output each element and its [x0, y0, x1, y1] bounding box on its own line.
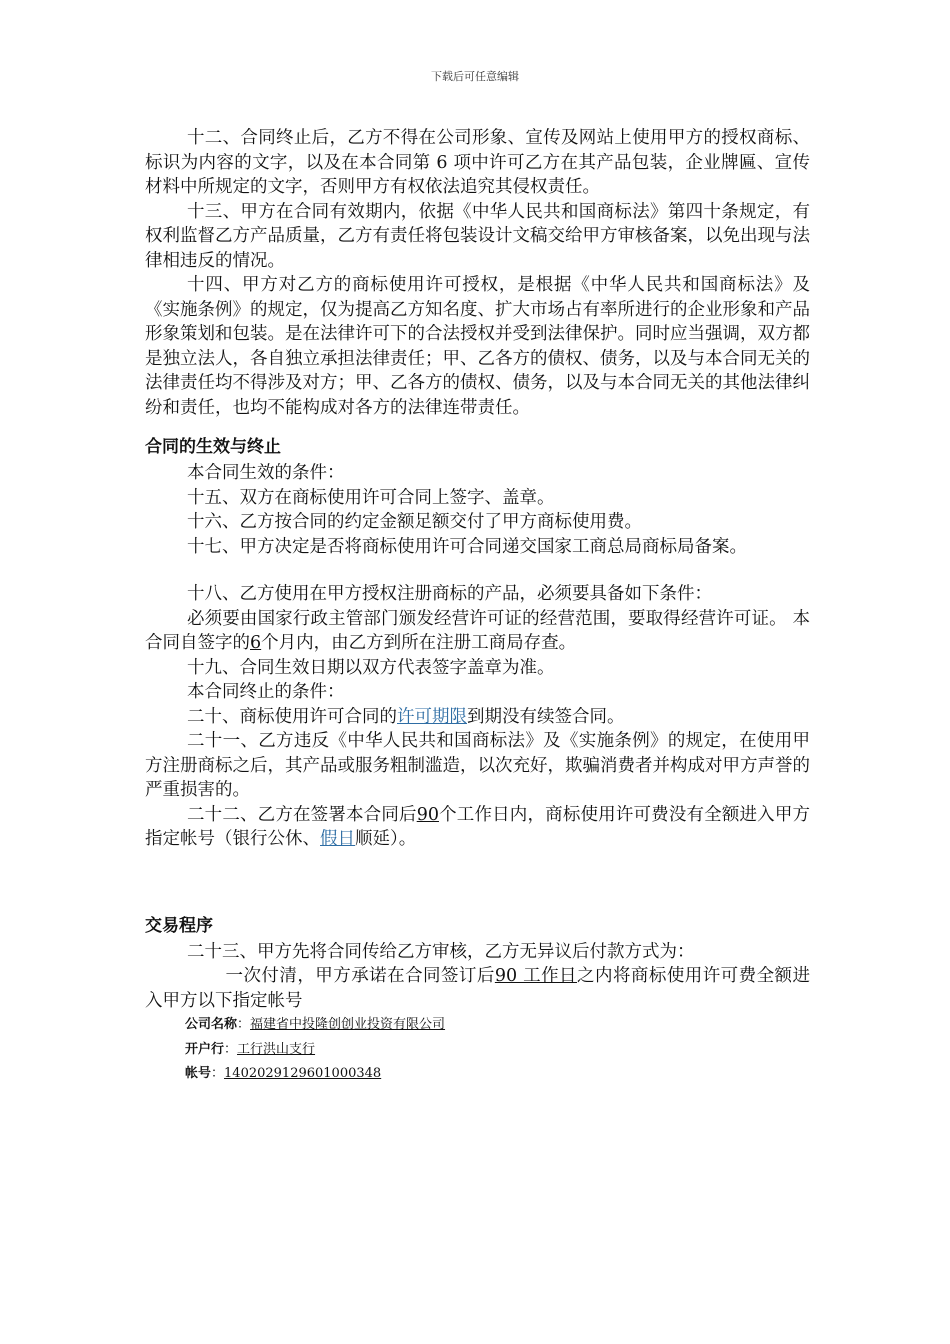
section-heading-trade: 交易程序 [145, 915, 213, 936]
clause-23: 二十三、甲方先将合同传给乙方审核，乙方无异议后付款方式为： [187, 941, 695, 962]
clause-19: 十九、合同生效日期以双方代表签字盖章为准。 [187, 657, 555, 678]
clause-22-c: 顺延）。 [355, 829, 417, 849]
clause-22-b: 个工作日内，商标使用许可费没有全额进入甲方指定帐号（银行公休、 [145, 804, 810, 849]
account-bank-sep: ： [224, 1041, 238, 1057]
account-company-value: 福建省中投隆创创业投资有限公司 [250, 1017, 446, 1032]
clause-20-a: 二十、商标使用许可合同的 [187, 706, 397, 727]
account-company-sep: ： [237, 1017, 251, 1032]
clause-21: 二十一、乙方违反《中华人民共和国商标法》及《实施条例》的规定，在使用甲方注册商标之后，其产品或服务粗制滥造，以次充好，欺骗消费者并构成对甲方声誉的严重损害的。 [145, 731, 810, 800]
clause-14: 十四、甲方对乙方的商标使用许可授权，是根据《中华人民共和国商标法》及《实施条例》的规定，仅为提高乙方知名度、扩大市场占有率所进行的企业形象和产品形象策划和包装。是在法律许可下的合法授权并受到法律保护。同时应当强调，双方都是独立法人，各自独立承担法律责任；甲、乙各方的债权、债务，以及与本合同无关的法律责任均不得涉及对方；甲、乙各方的债权、债务，以及与本合同无关的其他法律纠纷和责任，也均不能构成对各方的法律连带责任。 [145, 275, 810, 418]
clause-18-detail-b: 个月内，由乙方到所在注册工商局存查。 [261, 633, 577, 653]
section-heading-effect: 合同的生效与终止 [145, 437, 281, 457]
clause-18-months: 6 [250, 633, 262, 653]
account-bank-row [145, 1038, 810, 1063]
license-term-link[interactable]: 许可期限 [397, 706, 467, 727]
payment-terms-b: 之内将商标使用许可费全额进入甲方以下指定帐号 [145, 966, 811, 1011]
clause-12: 十二、合同终止后，乙方不得在公司形象、宣传及网站上使用甲方的授权商标、标识为内容的文字，以及在本合同第 6 项中许可乙方在其产品包装，企业牌匾、宣传材料中所规定的文字，否则甲方有权依法追究其侵权责任。 [145, 128, 810, 197]
account-company-row [145, 1013, 810, 1038]
clause-20-b: 到期没有续签合同。 [467, 706, 625, 727]
payment-terms [145, 964, 810, 1013]
clause-22-a: 二十二、乙方在签署本合同后 [187, 804, 417, 825]
account-bank-label: 开户行 [185, 1041, 225, 1057]
clause-16: 十六、乙方按合同的约定金额足额交付了甲方商标使用费。 [187, 512, 642, 532]
account-bank-value: 工行洪山支行 [237, 1041, 316, 1057]
clause-15: 十五、双方在商标使用许可合同上签字、盖章。 [187, 487, 555, 508]
payment-terms-a: 一次付清，甲方承诺在合同签订后 [225, 966, 495, 986]
clause-13: 十三、甲方在合同有效期内，依据《中华人民共和国商标法》第四十条规定，有权利监督乙方产品质量，乙方有责任将包装设计文稿交给甲方审核备案，以免出现与法律相违反的情况。 [145, 201, 810, 271]
account-number-sep: ： [211, 1066, 225, 1081]
account-number-value: 1402029129601000348 [224, 1066, 382, 1081]
contract-body [145, 126, 810, 1087]
account-company-label: 公司名称 [185, 1017, 238, 1032]
clause-22 [145, 803, 810, 852]
clause-18: 十八、乙方使用在甲方授权注册商标的产品，必须要具备如下条件： [187, 584, 712, 604]
clause-22-days: 90 [416, 804, 439, 825]
clause-18-detail-a: 必须要由国家行政主管部门颁发经营许可证的经营范围，要取得经营许可证。 本合同自签字的 [145, 608, 810, 653]
effective-conditions-intro: 本合同生效的条件： [187, 463, 345, 483]
termination-conditions-intro: 本合同终止的条件： [187, 682, 345, 702]
page-header: 下载后可任意编辑 [431, 70, 519, 83]
clause-20 [145, 705, 810, 730]
clause-18-detail [145, 607, 810, 656]
payment-days: 90 工作日 [494, 966, 578, 986]
account-number-label: 帐号 [185, 1066, 212, 1081]
account-number-row [145, 1062, 810, 1087]
clause-17: 十七、甲方决定是否将商标使用许可合同递交国家工商总局商标局备案。 [187, 536, 747, 557]
holiday-link[interactable]: 假日 [320, 829, 355, 849]
